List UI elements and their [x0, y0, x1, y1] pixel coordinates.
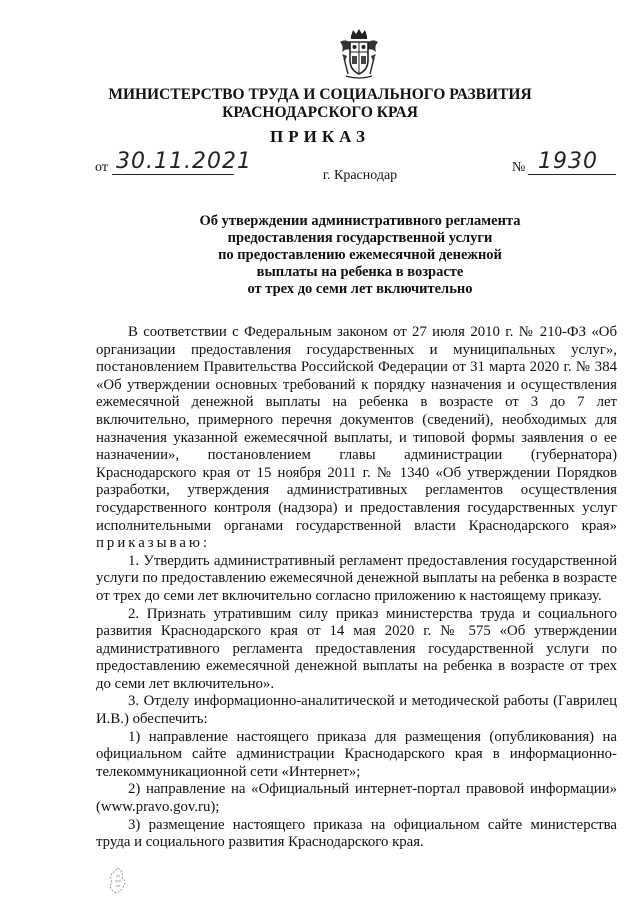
order-word: приказываю: — [96, 535, 211, 552]
coat-of-arms-icon — [336, 28, 382, 80]
title-line-3: по предоставлению ежемесячной денежной — [218, 247, 502, 263]
date-value: 30.11.2021 — [116, 149, 252, 174]
ministry-name — [90, 86, 550, 122]
item-1-paragraph: 1. Утвердить административный регламент предоставления государственной услуги по предоставлению ежемесячной денежной выплаты на ребенка в возрасте от трех до семи лет включительно согласно приложению к настоящему приказу. — [96, 552, 617, 604]
title-line-4: выплаты на ребенка в возрасте — [256, 264, 464, 280]
stamp-mark-icon — [106, 866, 130, 896]
title-line-1: Об утверждении административного регламента — [199, 213, 521, 229]
city: г. Краснодар — [322, 168, 398, 183]
item-2-paragraph: 2. Признать утратившим силу приказ министерства труда и социального развития Краснодарского края от 14 мая 2020 г. № 575 «Об утверждении административного регламента предоставления государственной услуги по предоставлению ежемесячной денежной выплаты на ребенка в возрасте от трех до семи лет включительно». — [96, 605, 617, 692]
item-3-1-paragraph: 1) направление настоящего приказа для размещения (опубликования) на официальном сайте администрации Краснодарского края в информационно-телекоммуникационной сети «Интернет»; — [96, 728, 617, 780]
item-3-paragraph: 3. Отделу информационно-аналитической и методической работы (Гаврилец И.В.) обеспечить: — [96, 693, 617, 728]
title-line-5: от трех до семи лет включительно — [247, 281, 473, 297]
number-value: 1930 — [538, 149, 598, 174]
preamble-text: В соответствии с Федеральным законом от 27 июля 2010 г. № 210-ФЗ «Об организации предоставления государственных и муниципальных услуг», постановлением Правительства Российской Федерации от 31 марта 2020 г. № 384 «Об утверждении основных требований к порядку назначения и осуществления ежемесячной денежной выплаты на ребенка в возрасте от 3 до 7 лет включительно, примерного перечня документов (сведений), необходимых для назначения указанной ежемесячной выплаты, и типовой формы заявления о ее назначении», постановлением главы администрации (губернатора) Краснодарского края от 15 ноября 2011 г. № 1340 «Об утверждении Порядков разработки, утверждения административных регламентов осуществления государственного контроля (надзора) и предоставления государственных услуг исполнительными органами государственной власти Краснодарского края» — [96, 324, 617, 534]
title-line-2: предоставления государственной услуги — [227, 230, 493, 246]
ministry-line-1: МИНИСТЕРСТВО ТРУДА И СОЦИАЛЬНОГО РАЗВИТИЯ — [108, 86, 532, 103]
number-label: № — [512, 160, 526, 175]
ministry-line-2: КРАСНОДАРСКОГО КРАЯ — [222, 104, 418, 121]
document-type: ПРИКАЗ — [270, 127, 370, 146]
date-label: от — [95, 160, 108, 175]
document-title — [130, 213, 590, 298]
item-3-2-paragraph: 2) направление на «Официальный интернет-портал правовой информации» (www.pravo.gov.ru); — [96, 781, 617, 816]
item-3-3-paragraph: 3) размещение настоящего приказа на официальном сайте министерства труда и социального развития Краснодарского края. — [96, 816, 617, 851]
preamble-paragraph — [96, 324, 617, 553]
document-body — [96, 324, 617, 852]
